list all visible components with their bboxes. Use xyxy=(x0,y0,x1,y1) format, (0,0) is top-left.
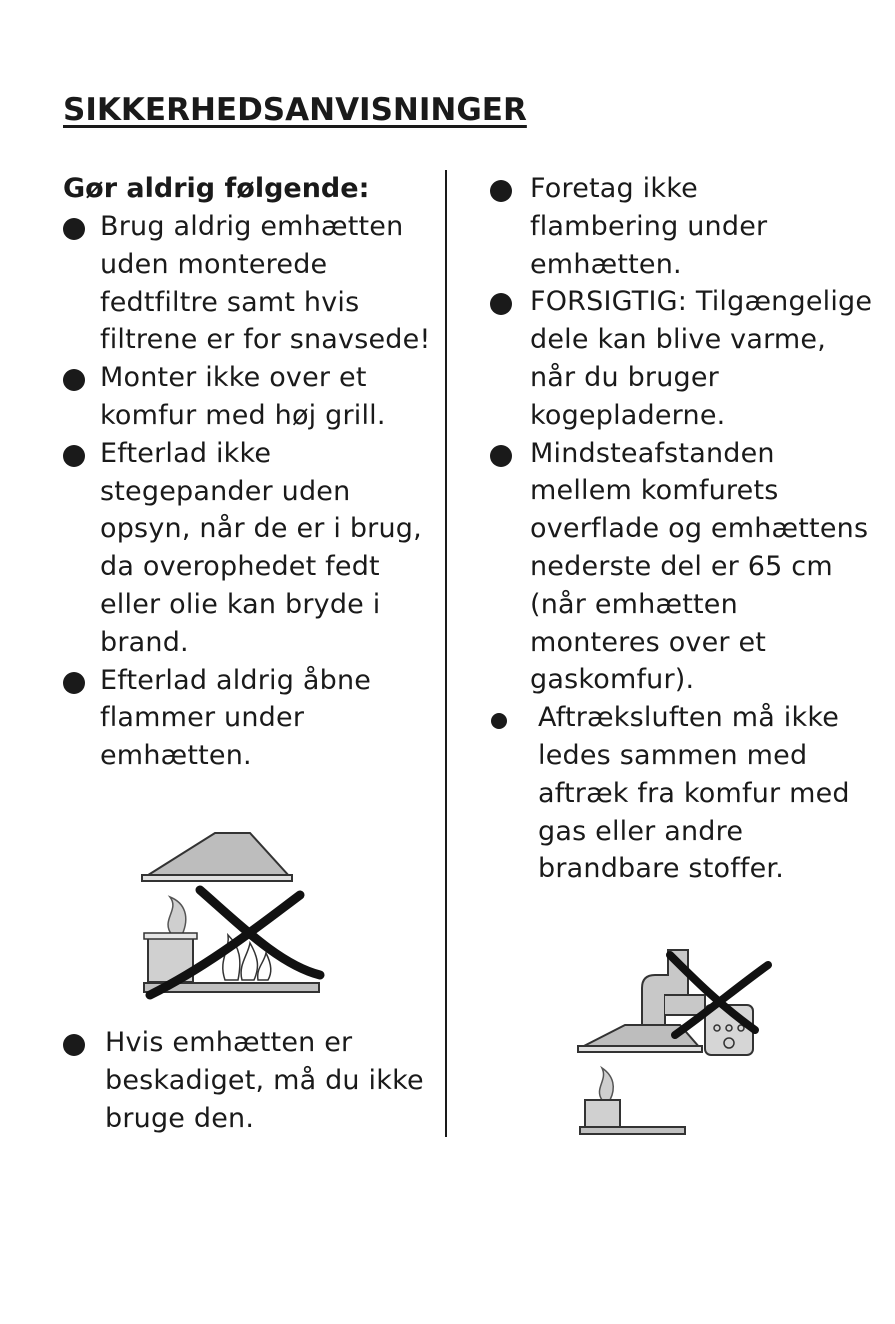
bullet-icon xyxy=(63,218,85,240)
list-item-text: Mindsteafstanden mellem komfurets overflade og emhættens nederste del er 65 cm (når emhætten monteres over et gaskomfur). xyxy=(530,437,869,696)
list-item-text: Foretag ikke flambering under emhætten. xyxy=(530,173,768,280)
column-divider xyxy=(445,170,447,1137)
bullet-icon xyxy=(491,713,507,729)
bullet-icon xyxy=(63,672,85,694)
list-item xyxy=(488,170,810,283)
left-column xyxy=(63,170,431,775)
list-item xyxy=(63,208,440,359)
warning-list-left xyxy=(63,208,431,775)
list-item xyxy=(63,359,430,435)
hood-over-flame-crossed-out-icon xyxy=(130,825,330,1010)
warning-list-bottom xyxy=(63,1024,423,1137)
warning-list-right xyxy=(488,170,888,888)
bottom-left-note xyxy=(63,1024,423,1137)
list-item-text: Efterlad aldrig åbne flammer under emhætten. xyxy=(100,664,372,772)
list-item-text: Hvis emhætten er beskadiget, må du ikke bruge den. xyxy=(105,1027,424,1134)
list-item-text: Efterlad ikke stegepander uden opsyn, når de er i brug, da overophedet fedt eller olie kan bryde i brand. xyxy=(100,437,422,658)
right-column xyxy=(488,170,888,888)
bullet-icon xyxy=(490,445,512,467)
list-item-text: FORSIGTIG: Tilgængelige dele kan blive varme, når du bruger kogepladerne. xyxy=(530,286,873,431)
hood-duct-to-gas-boiler-crossed-out-icon xyxy=(570,940,780,1140)
list-item xyxy=(63,662,420,775)
list-item xyxy=(63,435,445,662)
bullet-icon xyxy=(490,293,512,315)
bullet-icon xyxy=(63,1034,85,1056)
bullet-icon xyxy=(63,445,85,467)
page-title: SIKKERHEDSANVISNINGER xyxy=(63,92,527,128)
list-item xyxy=(488,283,880,434)
list-item-text: Monter ikke over et komfur med høj grill. xyxy=(100,362,386,431)
list-item xyxy=(488,435,870,700)
list-item-text: Aftræksluften må ikke ledes sammen med aftræk fra komfur med gas eller andre brandbare stoffer. xyxy=(538,702,850,885)
bullet-icon xyxy=(490,180,512,202)
section-heading: Gør aldrig følgende: xyxy=(63,173,370,204)
list-item xyxy=(63,1024,425,1137)
bullet-icon xyxy=(63,369,85,391)
list-item xyxy=(488,699,878,888)
list-item-text: Brug aldrig emhætten uden monterede fedtfiltre samt hvis filtrene er for snavsede! xyxy=(100,211,431,356)
